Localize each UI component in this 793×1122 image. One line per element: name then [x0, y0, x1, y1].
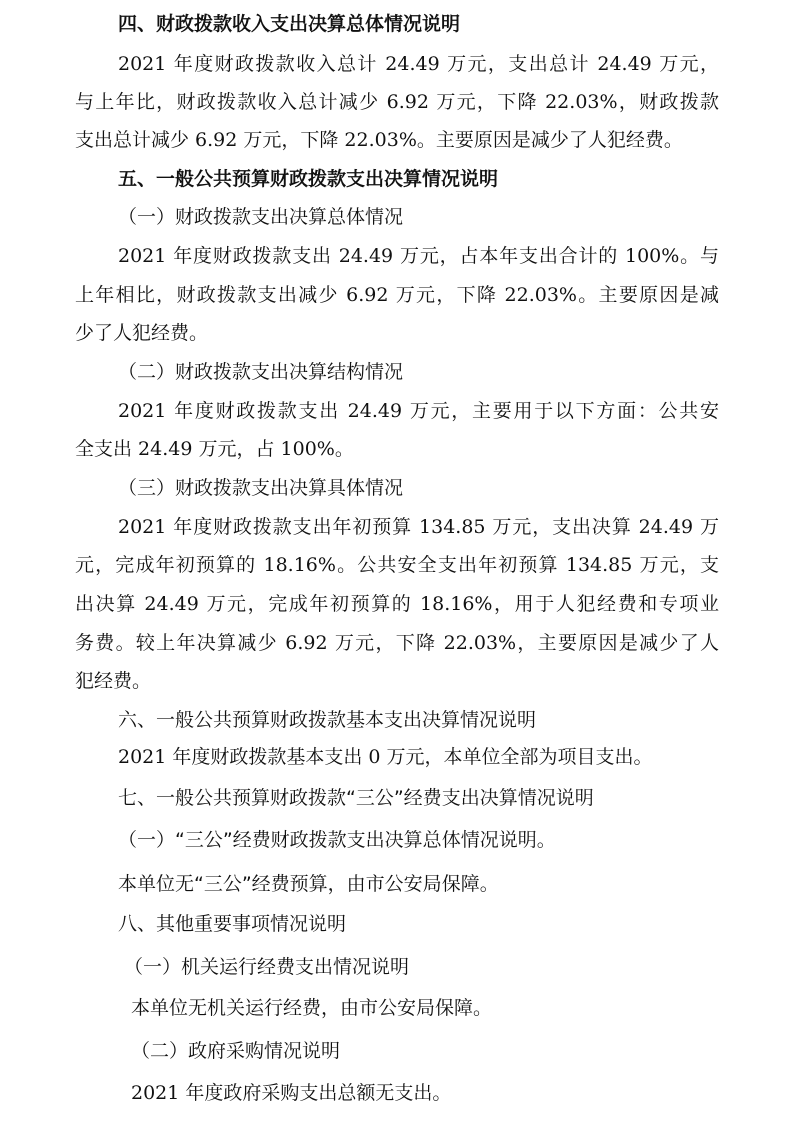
- s8-heading: 八、其他重要事项情况说明: [118, 913, 347, 935]
- s5-2-paragraph-line-2: 全支出 24.49 万元，占 100%。: [75, 438, 354, 460]
- s6-heading: 六、一般公共预算财政拨款基本支出决算情况说明: [118, 709, 537, 731]
- s5-2-heading: （二）财政拨款支出决算结构情况: [118, 361, 404, 383]
- s5-3-paragraph-line-4: 务费。较上年决算减少 6.92 万元，下降 22.03%，主要原因是减少了人: [75, 632, 719, 654]
- s8-2-paragraph: 2021 年度政府采购支出总额无支出。: [131, 1082, 452, 1104]
- s5-1-paragraph-line-1: 2021 年度财政拨款支出 24.49 万元，占本年支出合计的 100%。与: [118, 245, 719, 267]
- s5-3-heading: （三）财政拨款支出决算具体情况: [118, 477, 404, 499]
- s6-paragraph: 2021 年度财政拨款基本支出 0 万元，本单位全部为项目支出。: [118, 746, 653, 768]
- s5-2-paragraph-line-1: 2021 年度财政拨款支出 24.49 万元，主要用于以下方面：公共安: [118, 400, 719, 422]
- s4-paragraph-line-3: 支出总计减少 6.92 万元，下降 22.03%。主要原因是减少了人犯经费。: [75, 129, 683, 151]
- s8-1-heading: （一）机关运行经费支出情况说明: [124, 956, 410, 978]
- s5-3-paragraph-line-3: 出决算 24.49 万元，完成年初预算的 18.16%，用于人犯经费和专项业: [75, 593, 719, 615]
- s4-paragraph-line-2: 与上年比，财政拨款收入总计减少 6.92 万元，下降 22.03%，财政拨款: [75, 91, 719, 113]
- s5-3-paragraph-line-5: 犯经费。: [75, 670, 152, 692]
- s7-paragraph: 本单位无“三公”经费预算，由市公安局保障。: [118, 873, 499, 895]
- s5-1-paragraph-line-2: 上年相比，财政拨款支出减少 6.92 万元，下降 22.03%。主要原因是减: [75, 284, 719, 306]
- s7-1-heading: （一）“三公”经费财政拨款支出决算总体情况说明。: [118, 829, 556, 851]
- s7-heading: 七、一般公共预算财政拨款“三公”经费支出决算情况说明: [118, 787, 594, 809]
- s5-3-paragraph-line-2: 元，完成年初预算的 18.16%。公共安全支出年初预算 134.85 万元，支: [75, 554, 719, 576]
- s5-1-heading: （一）财政拨款支出决算总体情况: [118, 206, 404, 228]
- s5-heading: 五、一般公共预算财政拨款支出决算情况说明: [118, 168, 499, 190]
- s8-1-paragraph: 本单位无机关运行经费，由市公安局保障。: [131, 997, 493, 1019]
- s8-2-heading: （二）政府采购情况说明: [131, 1040, 341, 1062]
- s5-3-paragraph-line-1: 2021 年度财政拨款支出年初预算 134.85 万元，支出决算 24.49 万: [118, 516, 719, 538]
- s4-paragraph-line-1: 2021 年度财政拨款收入总计 24.49 万元，支出总计 24.49 万元，: [118, 53, 719, 75]
- s5-1-paragraph-line-3: 少了人犯经费。: [75, 322, 209, 344]
- s4-heading: 四、财政拨款收入支出决算总体情况说明: [118, 13, 461, 35]
